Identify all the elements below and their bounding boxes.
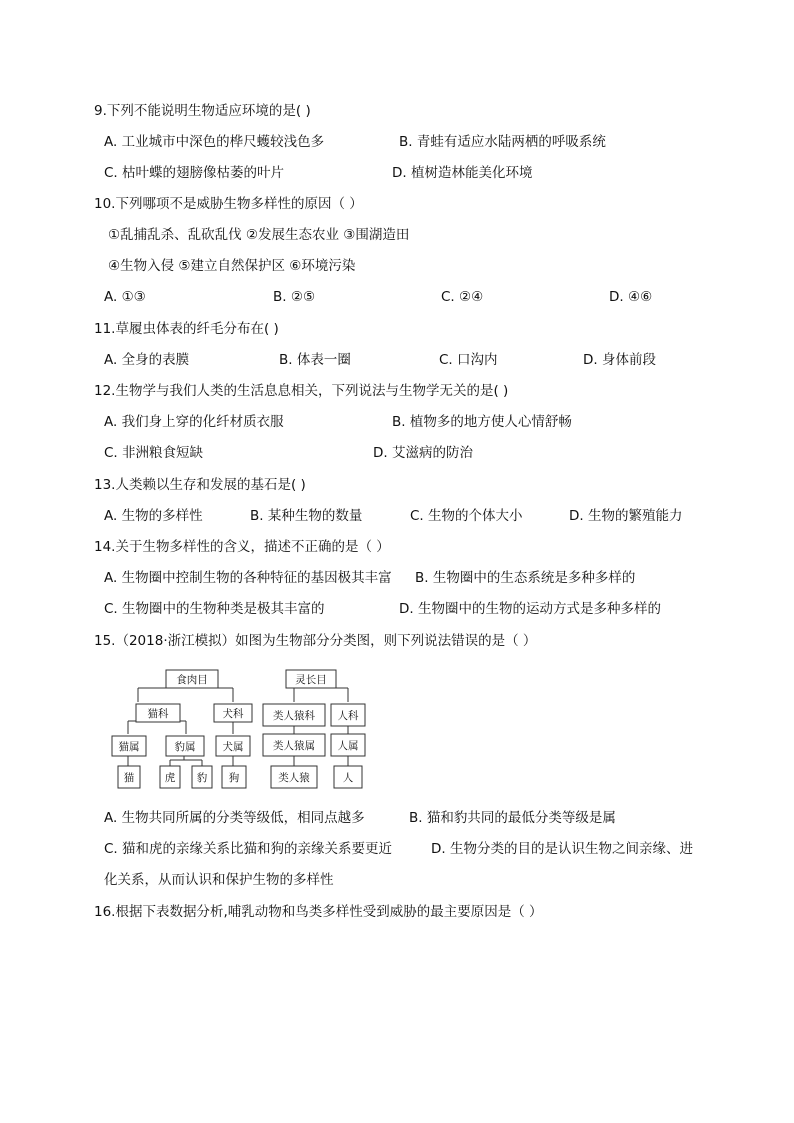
question-9-stem: 9.下列不能说明生物适应环境的是( )	[94, 103, 311, 119]
question-13-option-a: A. 生物的多样性	[104, 508, 203, 524]
classification-diagram	[108, 664, 378, 790]
question-15-stem: 15.（2018·浙江模拟）如图为生物部分分类图，则下列说法错误的是（ ）	[94, 633, 537, 649]
question-9-option-a: A. 工业城市中深色的桦尺蠖较浅色多	[104, 134, 325, 150]
node-genus-dog-label: 犬属	[222, 741, 244, 753]
question-12-option-b: B. 植物多的地方使人心情舒畅	[392, 414, 572, 430]
question-11-option-d: D. 身体前段	[583, 352, 656, 368]
question-10-items-line2: ④生物入侵 ⑤建立自然保护区 ⑥环境污染	[108, 258, 356, 274]
node-species-leopard-label: 豹	[196, 772, 208, 784]
question-13-stem: 13.人类赖以生存和发展的基石是( )	[94, 477, 306, 493]
question-11-option-a: A. 全身的表膜	[104, 352, 190, 368]
node-genus-cat-label: 猫属	[118, 741, 140, 753]
question-9-option-b: B. 青蛙有适应水陆两栖的呼吸系统	[399, 134, 606, 150]
question-15-option-b: B. 猫和豹共同的最低分类等级是属	[409, 810, 616, 826]
question-15-option-a: A. 生物共同所属的分类等级低，相同点越多	[104, 810, 365, 826]
node-genus-human-label: 人属	[337, 740, 359, 752]
question-10-option-b: B. ②⑤	[273, 289, 316, 305]
question-10-items-line1: ①乱捕乱杀、乱砍乱伐 ②发展生态农业 ③围湖造田	[108, 227, 410, 243]
question-11-option-c: C. 口沟内	[439, 352, 498, 368]
question-10-option-d: D. ④⑥	[609, 289, 653, 305]
question-12-option-c: C. 非洲粮食短缺	[104, 445, 204, 461]
node-species-cat-label: 猫	[123, 772, 135, 784]
question-12-option-a: A. 我们身上穿的化纤材质衣服	[104, 414, 284, 430]
node-species-human-label: 人	[342, 772, 354, 784]
question-12-stem: 12.生物学与我们人类的生活息息相关，下列说法与生物学无关的是( )	[94, 383, 509, 399]
question-13-option-b: B. 某种生物的数量	[250, 508, 363, 524]
question-13-option-d: D. 生物的繁殖能力	[569, 508, 683, 524]
question-14-option-b: B. 生物圈中的生态系统是多种多样的	[415, 570, 636, 586]
question-13-option-c: C. 生物的个体大小	[410, 508, 523, 524]
node-species-ape-label: 类人猿	[278, 772, 310, 784]
node-order-primates-label: 灵长目	[295, 674, 327, 686]
question-10-option-a: A. ①③	[104, 289, 146, 305]
node-species-tiger-label: 虎	[164, 772, 176, 784]
question-14-stem: 14.关于生物多样性的含义，描述不正确的是（ ）	[94, 539, 390, 555]
question-14-option-c: C. 生物圈中的生物种类是极其丰富的	[104, 601, 325, 617]
question-15-option-c: C. 猫和虎的亲缘关系比猫和狗的亲缘关系要更近	[104, 841, 393, 857]
question-11-stem: 11.草履虫体表的纤毛分布在( )	[94, 321, 279, 337]
node-family-cat-label: 猫科	[147, 708, 169, 720]
node-family-human-label: 人科	[337, 710, 359, 722]
question-12-option-d: D. 艾滋病的防治	[373, 445, 473, 461]
node-species-dog-label: 狗	[228, 772, 240, 784]
question-9-option-d: D. 植树造林能美化环境	[392, 165, 533, 181]
question-9-option-c: C. 枯叶蝶的翅膀像枯萎的叶片	[104, 165, 285, 181]
question-10-option-c: C. ②④	[441, 289, 484, 305]
node-family-ape-label: 类人猿科	[273, 710, 315, 722]
question-11-option-b: B. 体表一圈	[279, 352, 351, 368]
node-family-dog-label: 犬科	[222, 708, 244, 720]
question-15-option-d: D. 生物分类的目的是认识生物之间亲缘、进	[431, 841, 693, 857]
question-14-option-a: A. 生物圈中控制生物的各种特征的基因极其丰富	[104, 570, 392, 586]
question-10-stem: 10.下列哪项不是威胁生物多样性的原因（ ）	[94, 196, 363, 212]
node-genus-ape-label: 类人猿属	[273, 740, 315, 752]
node-order-carnivora-label: 食肉目	[176, 674, 208, 686]
question-16-stem: 16.根据下表数据分析,哺乳动物和鸟类多样性受到威胁的最主要原因是（ ）	[94, 904, 543, 920]
question-14-option-d: D. 生物圈中的生物的运动方式是多种多样的	[399, 601, 661, 617]
question-15-option-d-continued: 化关系，从而认识和保护生物的多样性	[104, 872, 334, 888]
node-genus-leopard-label: 豹属	[174, 741, 196, 753]
